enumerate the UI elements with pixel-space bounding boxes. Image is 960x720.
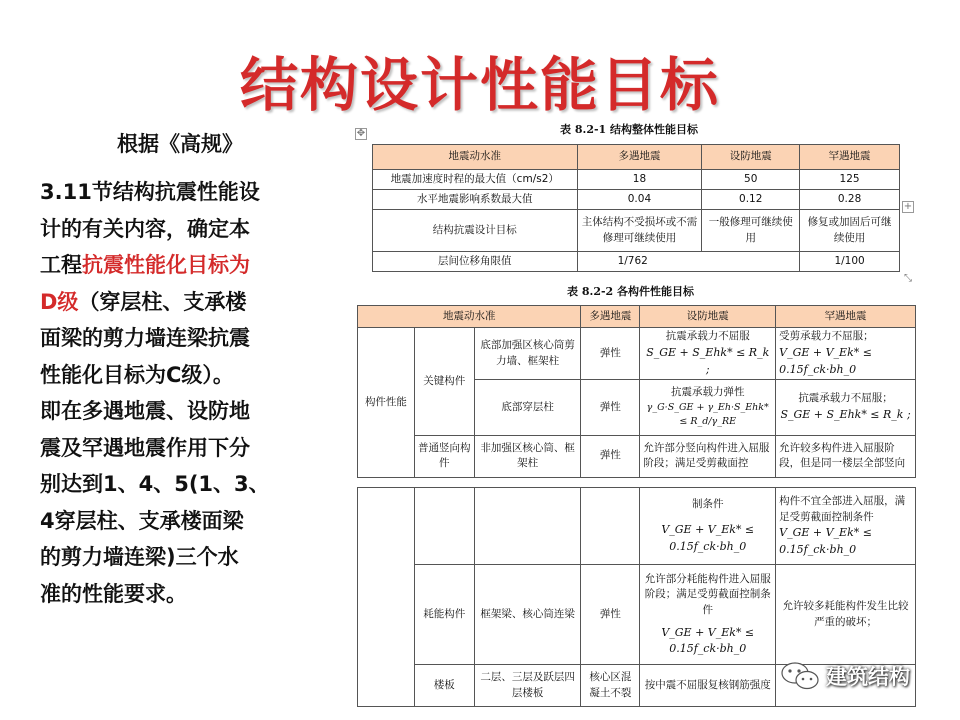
table2-caption: 表 8.2-2 各构件性能目标 [567, 285, 695, 298]
paragraph-line [40, 393, 300, 430]
formula: V_GE + V_Ek* ≤ 0.15f_ck·bh_0 [661, 523, 755, 553]
table-row [373, 190, 900, 210]
table-cell [474, 488, 581, 565]
text-segment: 3.11节结构抗震性能设 [40, 180, 260, 204]
formula: V_GE + V_Ek* ≤ 0.15f_ck·bh_0 [661, 625, 755, 656]
text-segment: 准的性能要求。 [40, 581, 187, 606]
table-cell: 0.28 [800, 190, 900, 210]
table-cell [640, 565, 776, 665]
formula: S_GE + S_Ehk* ≤ R_k ; [646, 346, 770, 376]
text-segment: 工程 [40, 253, 82, 277]
header-cell: 多遇地震 [581, 306, 640, 328]
slab-label: 楼板 [414, 665, 474, 707]
table-row [358, 565, 916, 665]
formula: S_GE + S_Ehk* ≤ R_k ; [780, 408, 911, 422]
table-cell: 按中震不屈服复核钢筋强度 [640, 665, 776, 707]
header-cell: 设防地震 [640, 306, 776, 328]
table-cell: 125 [800, 170, 900, 190]
text-segment: （穿层柱、支承楼 [78, 289, 247, 314]
paragraph-line [40, 247, 300, 284]
header-cell: 地震动水准 [358, 306, 581, 328]
table1-caption: 表 8.2-1 结构整体性能目标 [560, 123, 699, 136]
table-cell [358, 488, 415, 707]
table-row [358, 328, 916, 380]
left-text-block [40, 128, 300, 612]
text-segment: 性能化目标为C级）。 [40, 362, 234, 387]
table-cell [640, 380, 776, 435]
table-header-row [373, 145, 900, 170]
header-cell: 设防地震 [702, 145, 800, 170]
header-cell: 罕遇地震 [776, 306, 916, 328]
basis-heading: 根据《高规》 [117, 132, 243, 156]
paragraph-line [40, 539, 300, 576]
table-row [358, 435, 916, 477]
table-cell: 层间位移角限值 [373, 252, 578, 272]
table-cell [776, 380, 916, 435]
table2-component-performance [357, 305, 916, 478]
paragraph-line [40, 174, 300, 211]
table-resize-handle-icon[interactable]: ⤡ [904, 273, 912, 284]
cell-title: 受剪承载力不屈服； [779, 330, 874, 343]
table-cell: 0.04 [577, 190, 702, 210]
paragraph-line [40, 430, 300, 467]
paragraph-line [40, 357, 300, 394]
slide-title: 结构设计性能目标 [239, 51, 720, 119]
table-cell: 普通竖向构件 [414, 435, 474, 477]
table-cell: 底部穿层柱 [474, 380, 581, 435]
table-cell: 结构抗震设计目标 [373, 210, 578, 252]
table-cell: 核心区混凝土不裂 [581, 665, 640, 707]
formula: V_GE + V_Ek* ≤ 0.15f_ck·bh_0 [779, 346, 872, 376]
table-row [373, 252, 900, 272]
text-segment: 计的有关内容，确定本 [40, 216, 250, 241]
table-cell: 50 [702, 170, 800, 190]
table-cell: 水平地震影响系数最大值 [373, 190, 578, 210]
paragraph-line [40, 503, 300, 540]
text-segment: 的剪力墙连梁)三个水 [40, 545, 239, 569]
table-header-row [358, 306, 916, 328]
add-column-plus-icon[interactable]: + [903, 201, 913, 212]
cell-title: 抗震承载力不屈服； [798, 392, 893, 405]
table-cell: 允许部分竖向构件进入屈服阶段；满足受剪截面控 [640, 435, 776, 477]
table-cell: 弹性 [581, 435, 640, 477]
header-cell: 罕遇地震 [800, 145, 900, 170]
formula: V_GE + V_Ek* ≤ 0.15f_ck·bh_0 [779, 526, 872, 556]
table-row [358, 488, 916, 565]
group-label-cell: 构件性能 [358, 328, 415, 478]
table-cell: 主体结构不受损坏或不需修理可继续使用 [577, 210, 702, 252]
table-cell: 非加强区核心筒、框架柱 [474, 435, 581, 477]
highlighted-text: 抗震性能化目标为 [82, 253, 250, 277]
cell-text: 允许部分耗能构件进入屈服阶段；满足受剪截面控制条件 [644, 572, 771, 617]
text-segment: 即在多遇地震、设防地 [40, 399, 250, 423]
table-cell [776, 328, 916, 380]
paragraph-line [40, 320, 300, 357]
table-cell [581, 488, 640, 565]
table-cell: 一般修理可继续使用 [702, 210, 800, 252]
table-cell [776, 488, 916, 565]
description-paragraph [40, 174, 300, 612]
table-cell: 1/100 [800, 252, 900, 272]
header-cell: 地震动水准 [373, 145, 578, 170]
table-cell: 地震加速度时程的最大值（cm/s2） [373, 170, 578, 190]
table-cell: 允许较多构件进入屈服阶段，但是同一楼层全部竖向 [776, 435, 916, 477]
text-segment: 面梁的剪力墙连梁抗震 [40, 326, 250, 350]
paragraph-line [40, 466, 300, 503]
table-cell: 弹性 [581, 565, 640, 665]
table-cell [640, 488, 776, 565]
watermark [780, 660, 910, 692]
table-cell: 框架梁、核心筒连梁 [474, 565, 581, 665]
table-cell: 修复或加固后可继续使用 [800, 210, 900, 252]
table-cell: 0.12 [702, 190, 800, 210]
cell-title: 抗震承载力弹性 [670, 386, 745, 399]
table-cell: 底部加强区核心筒剪力墙、框架柱 [474, 328, 581, 380]
cell-text: 构件不宜全部进入屈服，满足受剪截面控制条件 [779, 494, 906, 523]
text-segment: 4穿层柱、支承楼面梁 [40, 508, 244, 533]
header-cell: 多遇地震 [577, 145, 702, 170]
table-move-handle-icon[interactable]: ✥ [356, 128, 366, 139]
table-cell: 弹性 [581, 380, 640, 435]
table-row [373, 170, 900, 190]
table-cell: 二层、三层及跃层四层楼板 [474, 665, 581, 707]
table-cell: 18 [577, 170, 702, 190]
table-cell: 1/762 [577, 252, 800, 272]
text-segment: 震及罕遇地震作用下分 [40, 435, 250, 460]
highlighted-text: D级 [40, 289, 79, 314]
table-row [373, 210, 900, 252]
table-cell: 弹性 [581, 328, 640, 380]
energy-component-label: 耗能构件 [414, 565, 474, 665]
cell-text: 制条件 [691, 497, 724, 510]
cell-title: 抗震承载力不屈服 [665, 330, 750, 343]
watermark-text: 建筑结构 [826, 665, 910, 689]
wechat-icon [780, 660, 820, 692]
key-component-label: 关键构件 [414, 328, 474, 436]
paragraph-line [40, 284, 300, 321]
text-segment: 别达到1、4、5(1、3、 [40, 472, 270, 496]
formula: γ_G·S_GE + γ_Eh·S_Ehk* ≤ R_d/γ_RE [646, 402, 769, 428]
paragraph-line [40, 211, 300, 248]
table1-overall-performance [372, 144, 900, 272]
table-cell: 允许较多耗能构件发生比较严重的破坏； [776, 565, 916, 665]
table-cell [414, 488, 474, 565]
paragraph-line [40, 576, 300, 613]
table-cell [640, 328, 776, 380]
